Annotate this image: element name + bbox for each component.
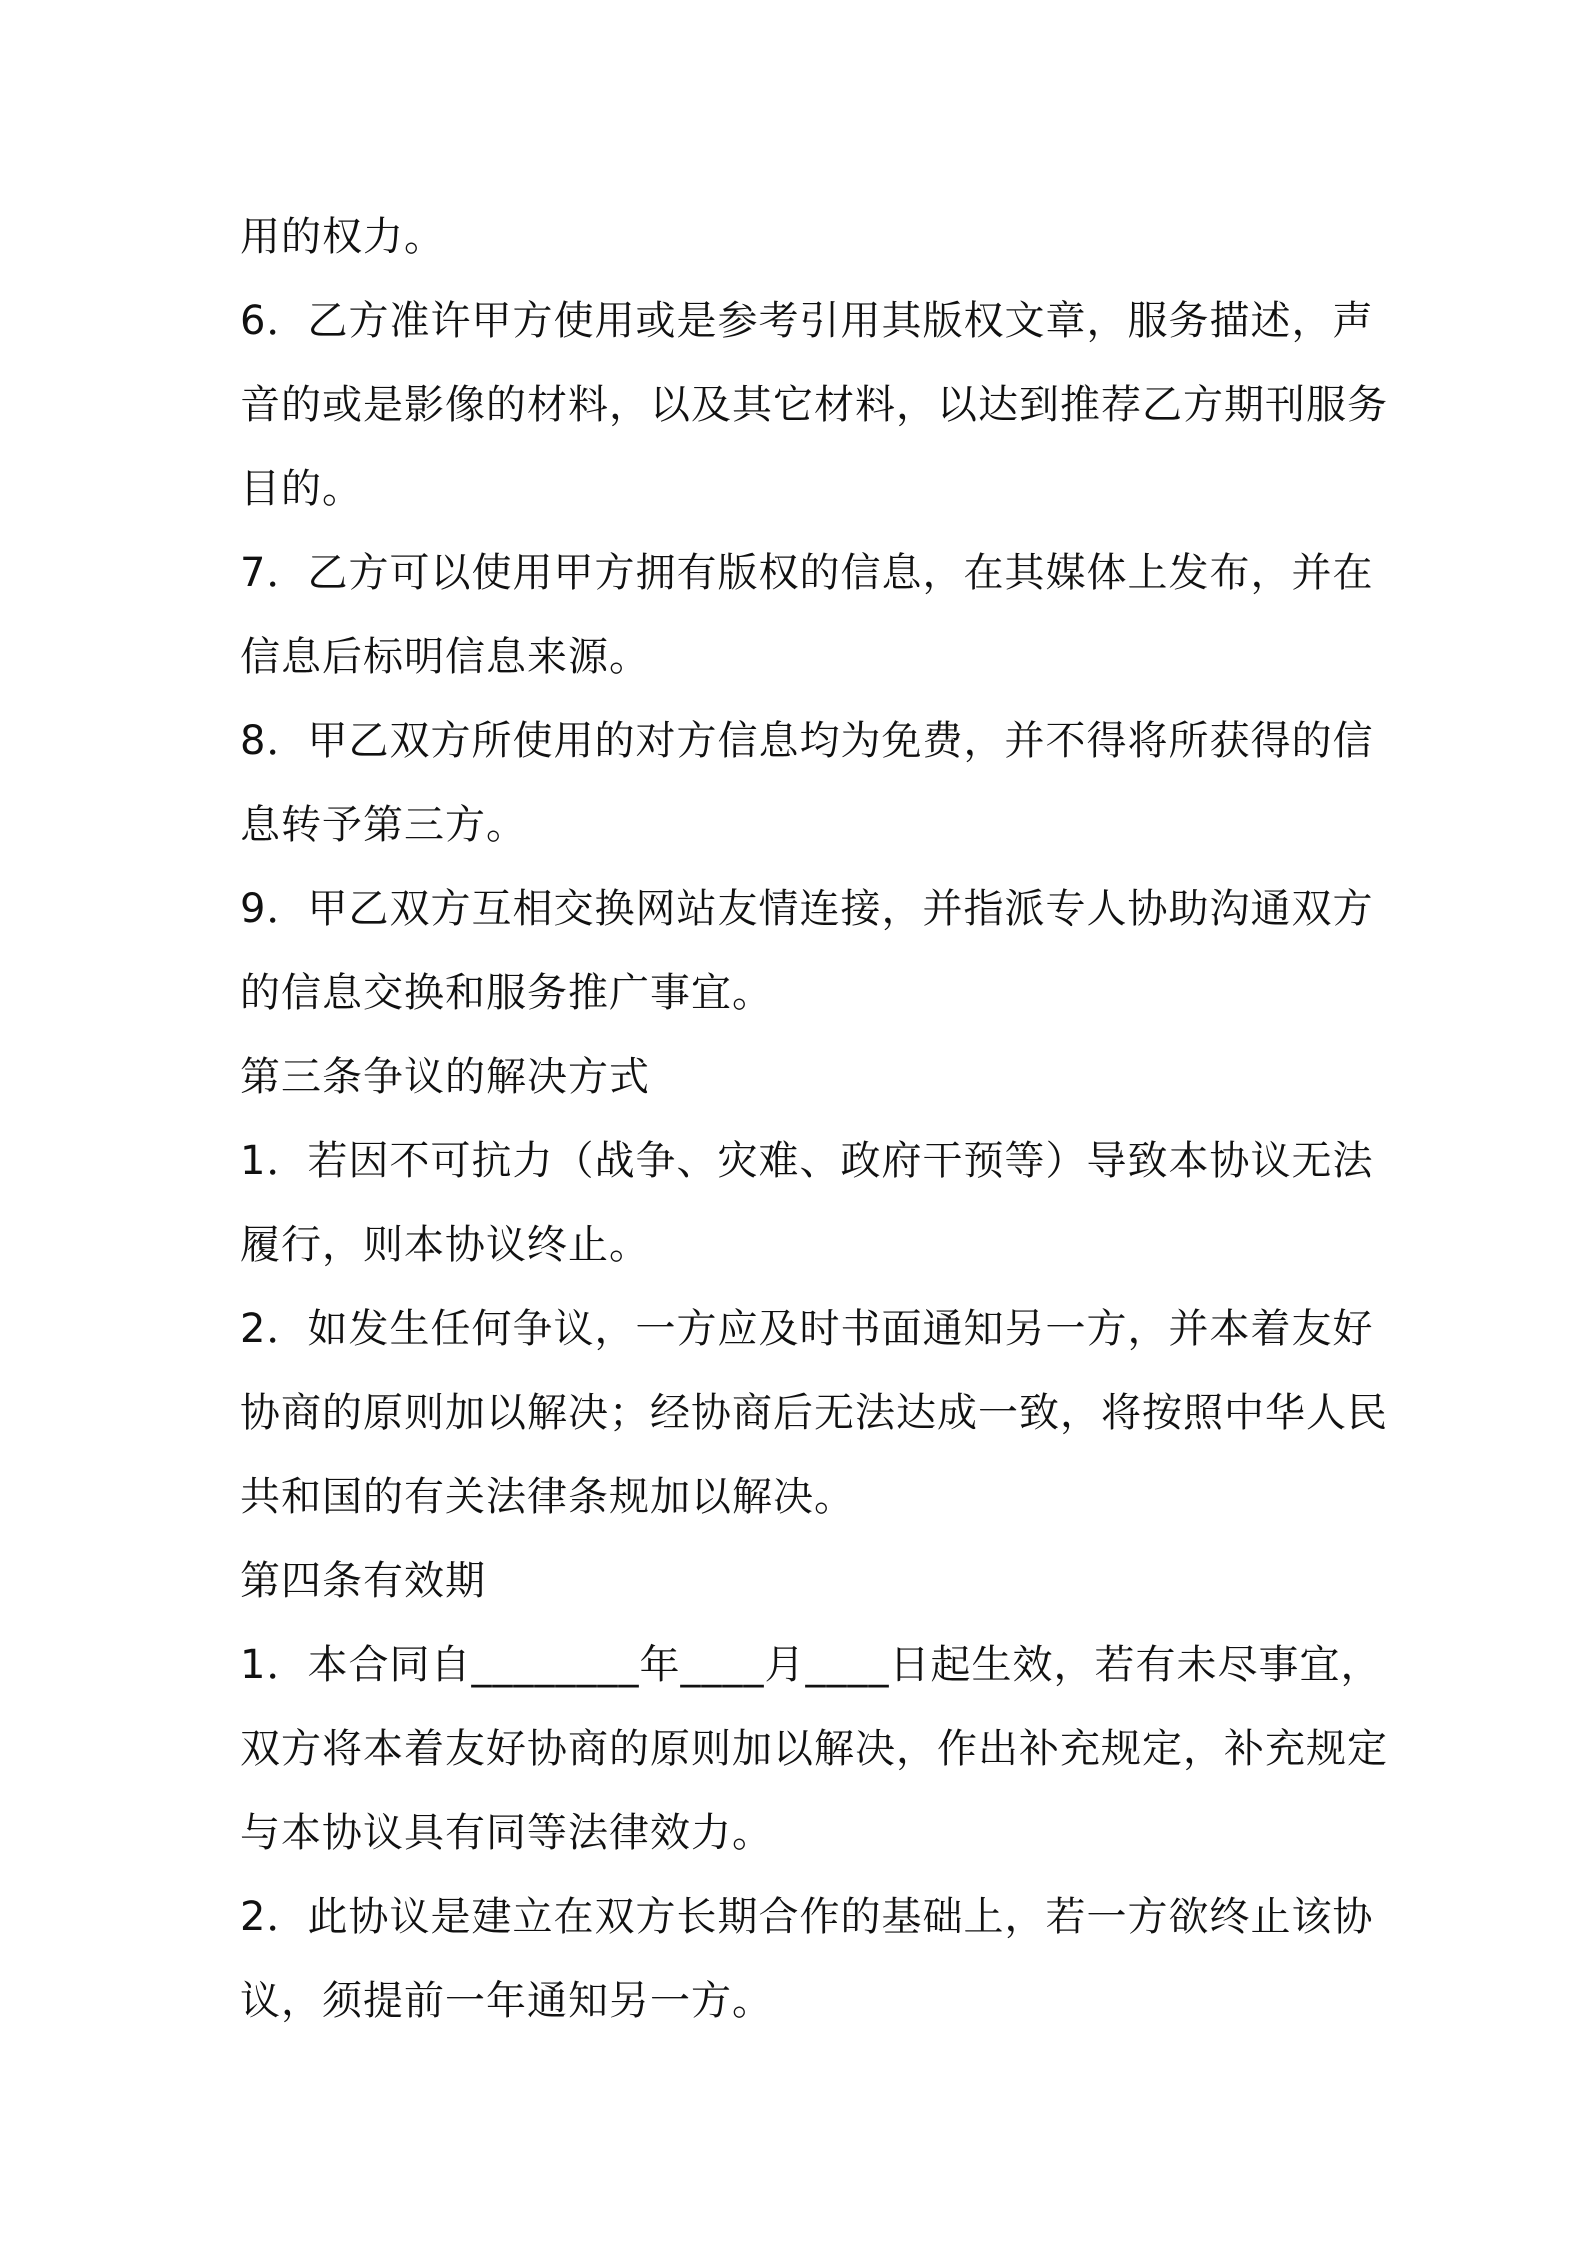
- clause-8-line-2: 息转予第三方。: [240, 802, 527, 848]
- clause-6-line-2: 音的或是影像的材料，以及其它材料，以达到推荐乙方期刊服务: [240, 382, 1388, 428]
- article-4-heading: 第四条有效期: [240, 1558, 486, 1604]
- clause-6-line-1: 6．乙方准许甲方使用或是参考引用其版权文章，服务描述，声: [240, 298, 1374, 344]
- document-body: [240, 195, 1388, 2043]
- clause-8-line-1: 8．甲乙双方所使用的对方信息均为免费，并不得将所获得的信: [240, 718, 1374, 764]
- article-4-clause-2-line-1: 2．此协议是建立在双方长期合作的基础上，若一方欲终止该协: [240, 1894, 1374, 1940]
- clause-6-line-3: 目的。: [240, 466, 363, 512]
- article-4-clause-1-line-2: 双方将本着友好协商的原则加以解决，作出补充规定，补充规定: [240, 1726, 1388, 1772]
- article-3-clause-1-line-1: 1．若因不可抗力（战争、灾难、政府干预等）导致本协议无法: [240, 1138, 1374, 1184]
- article-4-clause-1-line-3: 与本协议具有同等法律效力。: [240, 1810, 773, 1856]
- article-4-clause-1-line-1: 1．本合同自________年____月____日起生效，若有未尽事宜，: [240, 1642, 1382, 1688]
- clause-9-line-2: 的信息交换和服务推广事宜。: [240, 970, 773, 1016]
- article-4-clause-2-line-2: 议，须提前一年通知另一方。: [240, 1978, 773, 2024]
- clause-7-line-1: 7．乙方可以使用甲方拥有版权的信息，在其媒体上发布，并在: [240, 550, 1374, 596]
- article-3-clause-1-line-2: 履行，则本协议终止。: [240, 1222, 650, 1268]
- article-3-clause-2-line-1: 2．如发生任何争议，一方应及时书面通知另一方，并本着友好: [240, 1306, 1374, 1352]
- clause-7-line-2: 信息后标明信息来源。: [240, 634, 650, 680]
- article-3-clause-2-line-3: 共和国的有关法律条规加以解决。: [240, 1474, 855, 1520]
- article-3-clause-2-line-2: 协商的原则加以解决；经协商后无法达成一致，将按照中华人民: [240, 1390, 1388, 1436]
- clause-9-line-1: 9．甲乙双方互相交换网站友情连接，并指派专人协助沟通双方: [240, 886, 1374, 932]
- text-line: 用的权力。: [240, 214, 445, 260]
- article-3-heading: 第三条争议的解决方式: [240, 1054, 650, 1100]
